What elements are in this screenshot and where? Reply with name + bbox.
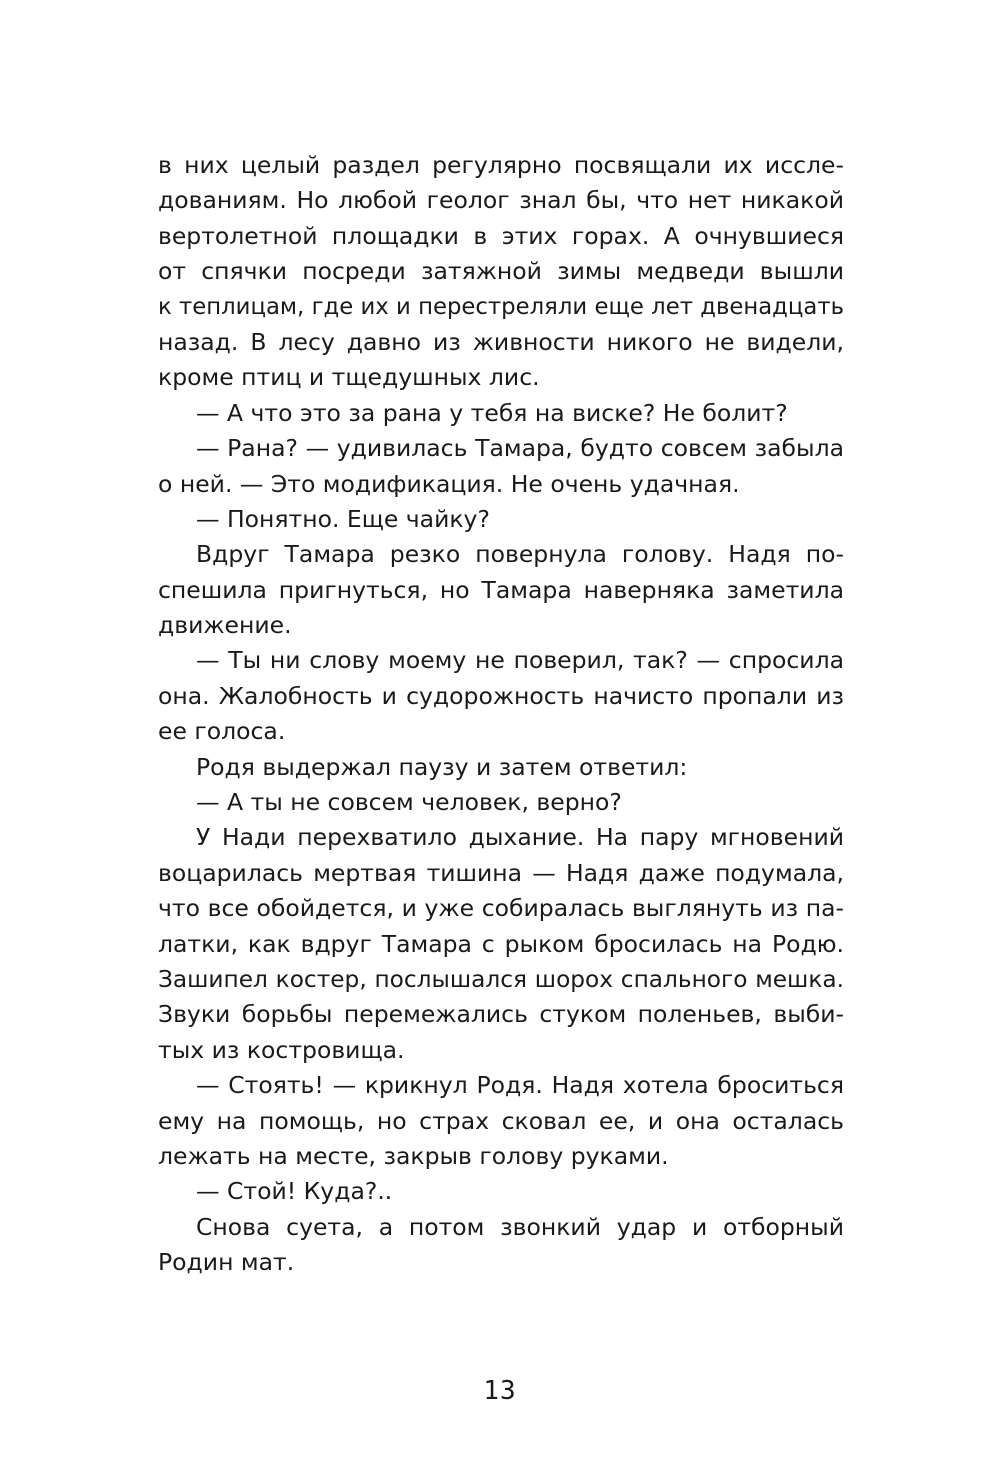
text-line: — А что это за рана у тебя на виске? Не болит?: [196, 398, 788, 427]
body-text: [158, 148, 844, 1281]
text-line: латки, как вдруг Тамара с рыком бросилась на Родю.: [158, 929, 844, 958]
text-line: спешила пригнуться, но Тамара наверняка заметила: [158, 575, 844, 604]
text-line: она. Жалобность и судорожность начисто пропали из: [158, 681, 844, 710]
text-line: дованиям. Но любой геолог знал бы, что нет никакой: [158, 186, 844, 215]
text-line: Снова суета, а потом звонкий удар и отборный: [196, 1212, 844, 1241]
text-line: Родя выдержал паузу и затем ответил:: [196, 752, 688, 781]
text-line: Зашипел костер, послышался шорох спального мешка.: [158, 965, 844, 993]
page-number: 13: [483, 1376, 517, 1406]
text-line: — Рана? — удивилась Тамара, будто совсем забыла: [196, 434, 844, 463]
text-line: Вдруг Тамара резко повернула голову. Надя по-: [196, 540, 844, 569]
text-line: ему на помощь, но страх сковал ее, и она осталась: [158, 1106, 844, 1135]
text-line: что все обойдется, и уже собиралась выглянуть из па-: [158, 894, 844, 923]
text-line: У Нади перехватило дыхание. На пару мгновений: [196, 823, 844, 852]
text-line: от спячки посреди затяжной зимы медведи вышли: [158, 257, 844, 286]
text-line: — Стоять! — крикнул Родя. Надя хотела броситься: [196, 1071, 844, 1100]
text-line: — Стой! Куда?..: [196, 1177, 393, 1206]
text-line: воцарилась мертвая тишина — Надя даже подумала,: [158, 858, 844, 887]
text-line: вертолетной площадки в этих горах. А очнувшиеся: [158, 221, 844, 250]
text-line: — А ты не совсем человек, верно?: [196, 788, 622, 817]
text-line: — Понятно. Еще чайку?: [196, 504, 490, 533]
text-line: Звуки борьбы перемежались стуком поленьев, выби-: [158, 1000, 844, 1029]
text-line: ее голоса.: [158, 717, 286, 746]
text-line: тых из костровища.: [158, 1035, 405, 1064]
text-line: лежать на месте, закрыв голову руками.: [158, 1141, 669, 1170]
text-line: движение.: [158, 611, 292, 640]
text-line: в них целый раздел регулярно посвящали их иссле-: [158, 151, 844, 179]
text-line: о ней. — Это модификация. Не очень удачная.: [158, 469, 740, 498]
text-line: — Ты ни слову моему не поверил, так? — спросила: [196, 646, 844, 675]
text-line: назад. В лесу давно из живности никого не видели,: [158, 327, 844, 356]
text-line: кроме птиц и тщедушных лис.: [158, 363, 540, 392]
text-line: к теплицам, где их и перестреляли еще лет двенадцать: [158, 293, 844, 320]
text-line: Родин мат.: [158, 1248, 295, 1277]
